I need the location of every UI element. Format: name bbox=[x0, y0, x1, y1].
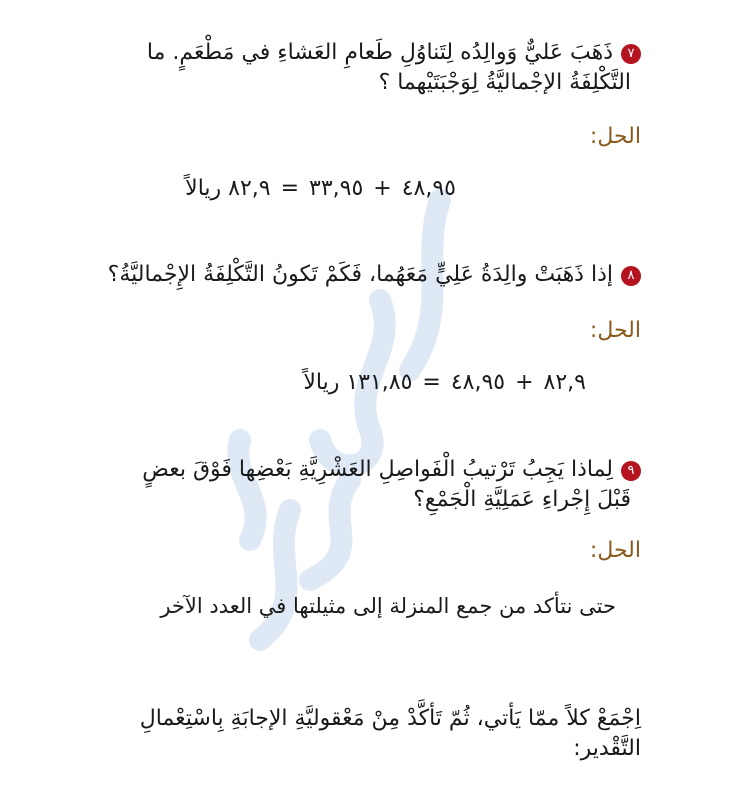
solution-8-term-1: ٨٢,٩ bbox=[543, 370, 586, 395]
question-8-number-badge: ٨ bbox=[621, 266, 641, 286]
solution-9-answer: حتى نتأكد من جمع المنزلة إلى مثيلتها في العدد الآخر bbox=[160, 594, 616, 618]
solution-7-label: الحل: bbox=[589, 124, 641, 149]
solution-7-term-1: ٤٨,٩٥ bbox=[401, 176, 456, 201]
solution-7-term-2: ٣٣,٩٥ bbox=[309, 176, 364, 201]
question-8 bbox=[21, 260, 641, 290]
solution-7-plus: + bbox=[373, 176, 392, 201]
question-7-line-2 bbox=[21, 68, 641, 98]
question-7-text-1: ذَهَبَ عَليٌّ وَوالِدُه لِتَناوُلِ طَعامِ العَشاءِ في مَطْعَمٍ. ما bbox=[146, 40, 613, 65]
question-7-number-badge: ٧ bbox=[621, 44, 641, 64]
watermark-signature bbox=[200, 180, 500, 660]
question-9 bbox=[21, 455, 641, 515]
solution-8-label: الحل: bbox=[589, 318, 641, 343]
solution-9-label: الحل: bbox=[589, 538, 641, 563]
solution-8-unit: ريالاً bbox=[303, 370, 340, 395]
question-9-text-2: قَبْلَ إِجْراءِ عَمَلِيَّةِ الْجَمْعِ؟ bbox=[413, 487, 631, 512]
solution-8-equation bbox=[303, 370, 586, 395]
question-7-text-2: التَّكْلِفَةُ الإجْماليَّةُ لِوَجْبَتَيْهما ؟ bbox=[378, 70, 631, 95]
solution-7-result: ٨٢,٩ bbox=[228, 176, 271, 201]
question-9-line-1 bbox=[21, 455, 641, 485]
solution-7-equation bbox=[185, 176, 456, 201]
instruction-line-1: اِجْمَعْ كلاً ممّا يَأتي، ثُمّ تَأكَّدْ مِنْ مَعْقوليَّةِ الإجابَةِ بِاسْتِعْمالِ bbox=[139, 706, 641, 731]
exercise-instruction bbox=[21, 704, 641, 764]
question-9-number-badge: ٩ bbox=[621, 461, 641, 481]
solution-8-plus: + bbox=[515, 370, 534, 395]
question-9-line-2 bbox=[21, 485, 641, 515]
solution-7-unit: ريالاً bbox=[185, 176, 222, 201]
instruction-line-2: التَّقْدير: bbox=[573, 736, 641, 761]
solution-7-equals: = bbox=[280, 176, 300, 201]
question-8-text: إذا ذَهَبَتْ والِدَةُ عَلِيٍّ مَعَهُما، فَكَمْ تَكونُ التَّكْلِفَةُ الإِجْماليَّةُ؟ bbox=[107, 262, 613, 287]
solution-8-equals: = bbox=[422, 370, 441, 395]
question-9-text-1: لِماذا يَجِبُ تَرْتيبُ الْفَواصِلِ العَشْرِيَّةِ بَعْضِها فَوْقَ بعضٍ bbox=[142, 457, 613, 482]
solution-8-term-2: ٤٨,٩٥ bbox=[450, 370, 506, 395]
question-7 bbox=[21, 38, 641, 98]
question-7-line-1 bbox=[21, 38, 641, 68]
solution-8-result: ١٣١,٨٥ bbox=[346, 370, 413, 395]
